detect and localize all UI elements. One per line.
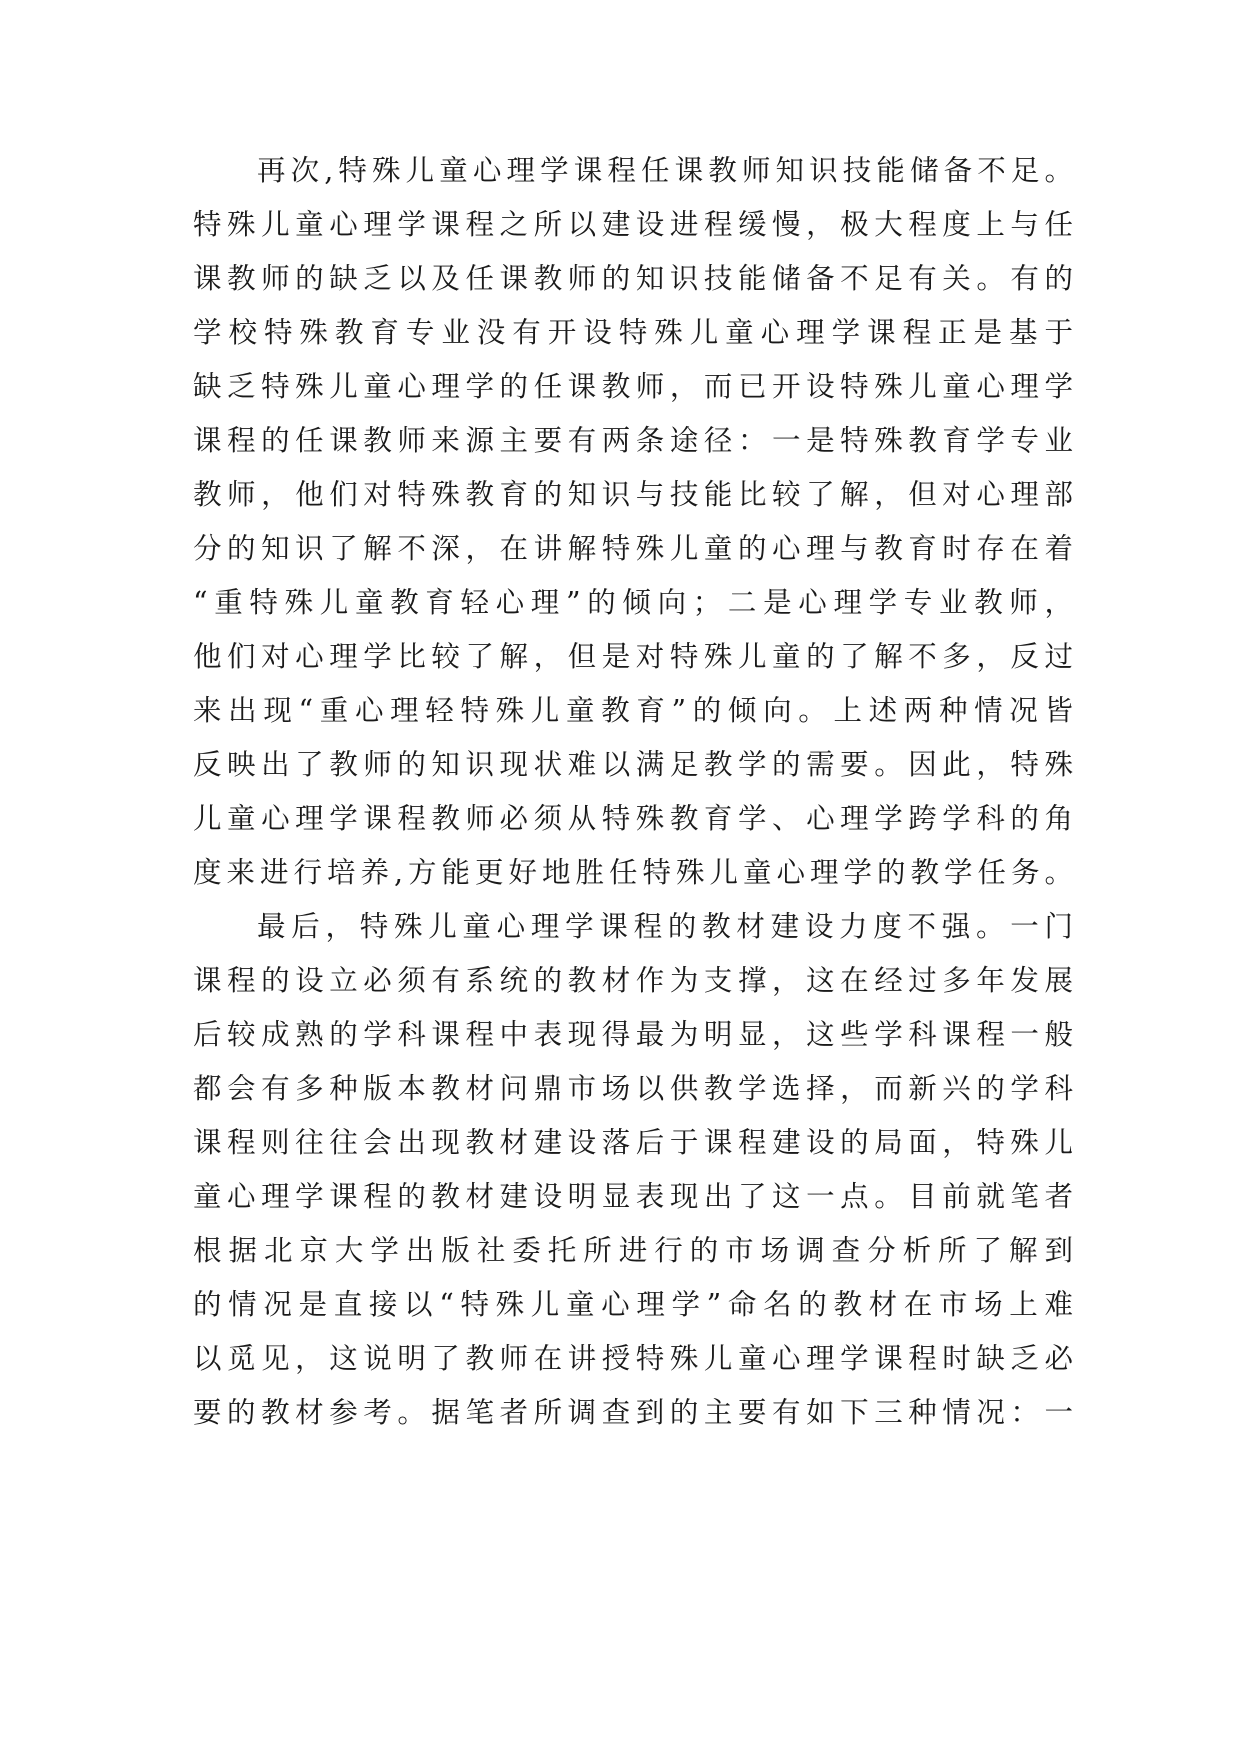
text-line: 都会有多种版本教材问鼎市场以供教学选择，而新兴的学科 xyxy=(193,1072,1073,1105)
text-line: 童心理学课程的教材建设明显表现出了这一点。目前就笔者 xyxy=(193,1180,1073,1213)
text-line: 他们对心理学比较了解，但是对特殊儿童的了解不多，反过 xyxy=(193,640,1073,673)
text-line: 以觅见，这说明了教师在讲授特殊儿童心理学课程时缺乏必 xyxy=(193,1342,1073,1375)
text-line: 课程的任课教师来源主要有两条途径：一是特殊教育学专业 xyxy=(193,424,1073,457)
text-line: 课程则往往会出现教材建设落后于课程建设的局面，特殊儿 xyxy=(193,1126,1073,1159)
text-line: 课程的设立必须有系统的教材作为支撑，这在经过多年发展 xyxy=(193,964,1073,997)
text-line: 后较成熟的学科课程中表现得最为明显，这些学科课程一般 xyxy=(193,1018,1073,1051)
text-line: 来出现“重心理轻特殊儿童教育”的倾向。上述两种情况皆 xyxy=(193,694,1073,727)
text-line: 最后，特殊儿童心理学课程的教材建设力度不强。一门 xyxy=(257,910,1073,943)
text-line: 的情况是直接以“特殊儿童心理学”命名的教材在市场上难 xyxy=(193,1288,1073,1321)
text-line: 反映出了教师的知识现状难以满足教学的需要。因此，特殊 xyxy=(193,748,1073,781)
text-line: 儿童心理学课程教师必须从特殊教育学、心理学跨学科的角 xyxy=(193,802,1073,835)
text-line: 分的知识了解不深，在讲解特殊儿童的心理与教育时存在着 xyxy=(193,532,1073,565)
text-line: “重特殊儿童教育轻心理”的倾向；二是心理学专业教师， xyxy=(193,586,1073,619)
text-line: 再次,特殊儿童心理学课程任课教师知识技能储备不足。 xyxy=(257,154,1073,187)
text-line: 教师，他们对特殊教育的知识与技能比较了解，但对心理部 xyxy=(193,478,1073,511)
text-line: 根据北京大学出版社委托所进行的市场调查分析所了解到 xyxy=(193,1234,1073,1267)
text-line: 要的教材参考。据笔者所调查到的主要有如下三种情况：一 xyxy=(193,1396,1073,1429)
text-line: 课教师的缺乏以及任课教师的知识技能储备不足有关。有的 xyxy=(193,262,1073,295)
text-line: 缺乏特殊儿童心理学的任课教师，而已开设特殊儿童心理学 xyxy=(193,370,1073,403)
text-line: 特殊儿童心理学课程之所以建设进程缓慢，极大程度上与任 xyxy=(193,208,1073,241)
text-line: 学校特殊教育专业没有开设特殊儿童心理学课程正是基于 xyxy=(193,316,1073,349)
text-line: 度来进行培养,方能更好地胜任特殊儿童心理学的教学任务。 xyxy=(193,856,1073,889)
